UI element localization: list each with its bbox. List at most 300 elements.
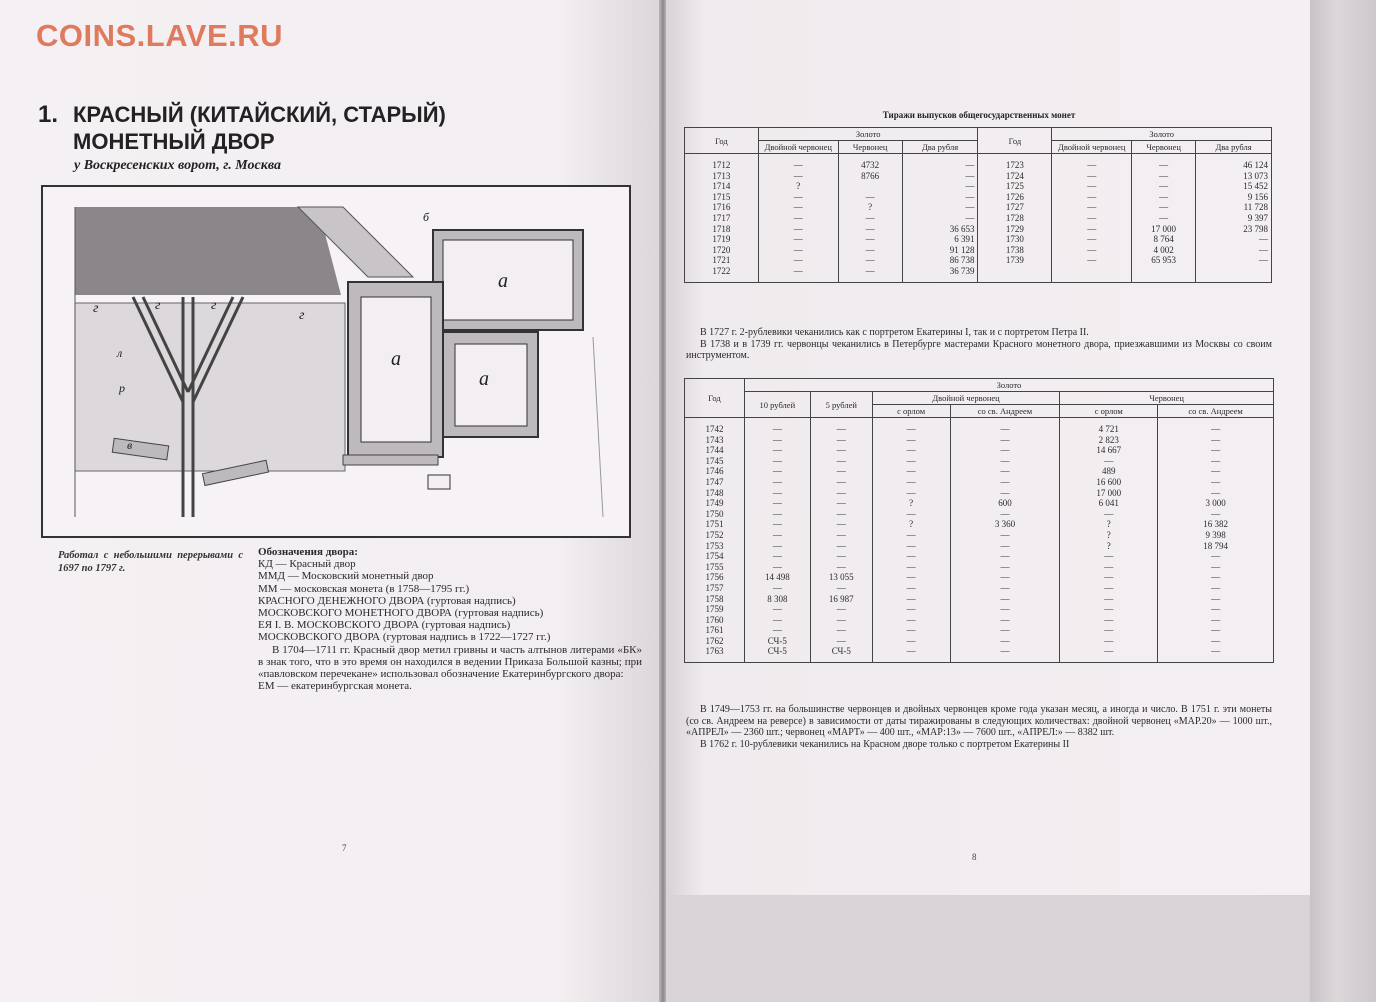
- value-cell: —: [872, 456, 950, 467]
- value-cell: —: [744, 583, 810, 594]
- table-row: [685, 583, 1274, 594]
- year-cell: 1714: [685, 181, 759, 192]
- value-cell: —: [872, 604, 950, 615]
- value-cell: —: [1158, 445, 1274, 456]
- value-cell: —: [872, 477, 950, 488]
- value-cell: —: [950, 509, 1060, 520]
- value-cell: —: [810, 445, 872, 456]
- value-cell: —: [744, 418, 810, 435]
- title-line-2: МОНЕТНЫЙ ДВОР: [73, 129, 275, 154]
- year-cell: 1729: [978, 224, 1052, 235]
- legend-line: ЕЯ І. В. МОСКОВСКОГО ДВОРА (гуртовая надпись): [258, 619, 511, 632]
- section-title: [73, 101, 446, 155]
- year-cell: 1747: [685, 477, 745, 488]
- value-cell: —: [950, 583, 1060, 594]
- value-cell: ?: [1060, 541, 1158, 552]
- value-cell: —: [872, 488, 950, 499]
- value-cell: —: [838, 266, 902, 282]
- value-cell: ?: [838, 202, 902, 213]
- legend-line: МОСКОВСКОГО МОНЕТНОГО ДВОРА (гуртовая надпись): [258, 607, 544, 620]
- year-cell: 1725: [978, 181, 1052, 192]
- value-cell: —: [1060, 594, 1158, 605]
- value-cell: —: [744, 519, 810, 530]
- year-cell: 1743: [685, 435, 745, 446]
- legend-line: КРАСНОГО ДЕНЕЖНОГО ДВОРА (гуртовая надпись): [258, 594, 516, 607]
- value-cell: 13 055: [810, 572, 872, 583]
- value-cell: —: [1158, 562, 1274, 573]
- table-row: [685, 509, 1274, 520]
- value-cell: —: [744, 498, 810, 509]
- value-cell: —: [1158, 466, 1274, 477]
- table-row: [685, 154, 1272, 171]
- table-row: [685, 572, 1274, 583]
- table-row: [685, 435, 1274, 446]
- figure-caption: Работал с небольшими перерывами с 1697 по 1797 г.: [58, 550, 243, 574]
- plan-label-g2: г: [155, 298, 161, 313]
- value-cell: —: [1158, 551, 1274, 562]
- value-cell: 14 498: [744, 572, 810, 583]
- value-cell: —: [744, 551, 810, 562]
- value-cell: —: [810, 625, 872, 636]
- value-cell: ?: [758, 181, 838, 192]
- value-cell: 3 000: [1158, 498, 1274, 509]
- value-cell: —: [838, 255, 902, 266]
- col-double-chervonets: Двойной червонец: [1052, 141, 1132, 154]
- col-year: Год: [685, 379, 745, 418]
- mint-plan-drawing: [43, 187, 629, 536]
- value-cell: —: [950, 477, 1060, 488]
- value-cell: —: [1060, 636, 1158, 647]
- col-gold: Золото: [1052, 128, 1272, 141]
- col-with-st-andrew: со св. Андреем: [950, 405, 1060, 418]
- col-double-chervonets: Двойной червонец: [758, 141, 838, 154]
- value-cell: —: [950, 625, 1060, 636]
- section-number: 1.: [38, 101, 59, 128]
- value-cell: 4 721: [1060, 418, 1158, 435]
- value-cell: —: [810, 583, 872, 594]
- value-cell: —: [950, 636, 1060, 647]
- value-cell: 23 798: [1196, 224, 1272, 235]
- value-cell: —: [810, 477, 872, 488]
- plan-label-a3: а: [479, 368, 489, 390]
- value-cell: —: [1158, 488, 1274, 499]
- value-cell: —: [838, 213, 902, 224]
- value-cell: —: [902, 154, 978, 171]
- value-cell: —: [744, 615, 810, 626]
- value-cell: —: [872, 625, 950, 636]
- value-cell: —: [902, 202, 978, 213]
- value-cell: —: [950, 466, 1060, 477]
- value-cell: [1052, 266, 1132, 282]
- value-cell: 36 653: [902, 224, 978, 235]
- year-cell: 1752: [685, 530, 745, 541]
- value-cell: —: [872, 636, 950, 647]
- col-chervonets: Червонец: [838, 141, 902, 154]
- year-cell: 1751: [685, 519, 745, 530]
- value-cell: —: [950, 530, 1060, 541]
- table2-body: [685, 418, 1274, 663]
- year-cell: 1749: [685, 498, 745, 509]
- value-cell: —: [1132, 181, 1196, 192]
- plan-label-a1: а: [498, 270, 508, 292]
- scan-edge: [1310, 0, 1376, 1002]
- table-row: [685, 604, 1274, 615]
- year-cell: 1726: [978, 192, 1052, 203]
- value-cell: —: [744, 488, 810, 499]
- value-cell: —: [950, 562, 1060, 573]
- value-cell: —: [744, 604, 810, 615]
- value-cell: —: [810, 466, 872, 477]
- value-cell: 4732: [838, 154, 902, 171]
- value-cell: 9 156: [1196, 192, 1272, 203]
- plan-label-v: в: [127, 438, 133, 452]
- year-cell: 1742: [685, 418, 745, 435]
- value-cell: —: [1158, 418, 1274, 435]
- value-cell: 16 987: [810, 594, 872, 605]
- value-cell: —: [872, 541, 950, 552]
- value-cell: —: [758, 266, 838, 282]
- value-cell: —: [838, 245, 902, 256]
- value-cell: —: [872, 594, 950, 605]
- value-cell: —: [810, 615, 872, 626]
- table1-caption: Тиражи выпусков общегосударственных монет: [882, 110, 1076, 120]
- value-cell: —: [744, 445, 810, 456]
- year-cell: 1730: [978, 234, 1052, 245]
- value-cell: [838, 181, 902, 192]
- value-cell: —: [1158, 625, 1274, 636]
- value-cell: —: [872, 551, 950, 562]
- value-cell: 6 391: [902, 234, 978, 245]
- value-cell: —: [758, 213, 838, 224]
- value-cell: 9 398: [1158, 530, 1274, 541]
- value-cell: —: [950, 435, 1060, 446]
- value-cell: —: [950, 488, 1060, 499]
- note-paragraph: В 1762 г. 10-рублевики чеканились на Красном дворе только с портретом Екатерины II: [700, 738, 1070, 750]
- year-cell: 1750: [685, 509, 745, 520]
- value-cell: —: [810, 519, 872, 530]
- col-chervonets: Червонец: [1060, 392, 1274, 405]
- plan-label-a2: а: [391, 348, 401, 370]
- value-cell: —: [902, 192, 978, 203]
- year-cell: 1762: [685, 636, 745, 647]
- year-cell: 1756: [685, 572, 745, 583]
- value-cell: —: [1060, 456, 1158, 467]
- value-cell: 16 600: [1060, 477, 1158, 488]
- value-cell: 14 667: [1060, 445, 1158, 456]
- table-row: [685, 213, 1272, 224]
- legend-line: ММД — Московский монетный двор: [258, 570, 434, 583]
- table-row: [685, 519, 1274, 530]
- value-cell: —: [810, 456, 872, 467]
- value-cell: —: [872, 435, 950, 446]
- legend-line: МОСКОВСКОГО ДВОРА (гуртовая надпись в 1722—1727 гг.): [258, 631, 551, 644]
- value-cell: 36 739: [902, 266, 978, 282]
- mint-plan-figure: [41, 185, 631, 538]
- year-cell: 1753: [685, 541, 745, 552]
- value-cell: —: [950, 572, 1060, 583]
- value-cell: —: [744, 562, 810, 573]
- value-cell: —: [810, 509, 872, 520]
- note-line: В 1727 г. 2-рублевики чеканились как с портретом Екатерины I, так и с портретом Петра II.: [700, 327, 1089, 338]
- value-cell: —: [810, 604, 872, 615]
- value-cell: 600: [950, 498, 1060, 509]
- table-row: [685, 594, 1274, 605]
- legend-paragraph: В 1704—1711 гг. Красный двор метил гривны и часть алтынов литерами «БК» в знак того, что в это время он находился в ведении Приказа Большой казны; при «павловском перечекане» использовал обозначение Екатеринбургского двора:: [258, 643, 642, 681]
- value-cell: —: [1052, 192, 1132, 203]
- value-cell: —: [1060, 646, 1158, 662]
- value-cell: —: [950, 445, 1060, 456]
- plan-label-g3: г: [211, 298, 217, 313]
- value-cell: 65 953: [1132, 255, 1196, 266]
- table-row: [685, 646, 1274, 662]
- value-cell: —: [810, 418, 872, 435]
- col-year: Год: [685, 128, 759, 154]
- value-cell: —: [1158, 583, 1274, 594]
- value-cell: —: [810, 498, 872, 509]
- value-cell: —: [1196, 234, 1272, 245]
- value-cell: —: [1158, 572, 1274, 583]
- value-cell: —: [1052, 171, 1132, 182]
- value-cell: —: [744, 477, 810, 488]
- value-cell: —: [758, 202, 838, 213]
- year-cell: 1761: [685, 625, 745, 636]
- mint-marks-legend: [258, 546, 642, 692]
- value-cell: —: [1158, 615, 1274, 626]
- value-cell: —: [758, 171, 838, 182]
- value-cell: —: [838, 224, 902, 235]
- value-cell: —: [1158, 604, 1274, 615]
- value-cell: —: [810, 435, 872, 446]
- value-cell: —: [1052, 245, 1132, 256]
- value-cell: —: [872, 445, 950, 456]
- value-cell: —: [950, 646, 1060, 662]
- value-cell: —: [1132, 202, 1196, 213]
- table-row: [685, 418, 1274, 435]
- year-cell: 1746: [685, 466, 745, 477]
- table-row: [685, 171, 1272, 182]
- col-two-rubles: Два рубля: [1196, 141, 1272, 154]
- value-cell: —: [1196, 245, 1272, 256]
- col-with-eagle: с орлом: [1060, 405, 1158, 418]
- value-cell: —: [1060, 583, 1158, 594]
- value-cell: —: [1158, 477, 1274, 488]
- value-cell: —: [902, 171, 978, 182]
- table-row: [685, 255, 1272, 266]
- col-with-eagle: с орлом: [872, 405, 950, 418]
- value-cell: —: [1158, 594, 1274, 605]
- value-cell: —: [1052, 224, 1132, 235]
- value-cell: —: [1052, 154, 1132, 171]
- col-gold: Золото: [744, 379, 1273, 392]
- section-subtitle: у Воскресенских ворот, г. Москва: [74, 158, 282, 173]
- year-cell: 1727: [978, 202, 1052, 213]
- table-row: [685, 224, 1272, 235]
- value-cell: —: [758, 224, 838, 235]
- value-cell: —: [1060, 615, 1158, 626]
- plan-label-g1: г: [93, 301, 99, 316]
- value-cell: —: [838, 192, 902, 203]
- year-cell: [978, 266, 1052, 282]
- value-cell: —: [1158, 646, 1274, 662]
- value-cell: 2 823: [1060, 435, 1158, 446]
- value-cell: —: [758, 245, 838, 256]
- page-number-right: 8: [972, 852, 977, 862]
- table-row: [685, 181, 1272, 192]
- value-cell: —: [838, 234, 902, 245]
- year-cell: 1721: [685, 255, 759, 266]
- year-cell: 1723: [978, 154, 1052, 171]
- value-cell: —: [1052, 255, 1132, 266]
- value-cell: 11 728: [1196, 202, 1272, 213]
- title-line-1: КРАСНЫЙ (КИТАЙСКИЙ, СТАРЫЙ): [73, 102, 446, 127]
- value-cell: —: [1132, 171, 1196, 182]
- value-cell: —: [1196, 255, 1272, 266]
- value-cell: —: [950, 604, 1060, 615]
- value-cell: —: [810, 541, 872, 552]
- value-cell: —: [1052, 202, 1132, 213]
- table1-body: [685, 154, 1272, 283]
- col-double-chervonets: Двойной червонец: [872, 392, 1060, 405]
- value-cell: —: [872, 583, 950, 594]
- value-cell: —: [950, 541, 1060, 552]
- col-with-st-andrew: со св. Андреем: [1158, 405, 1274, 418]
- value-cell: —: [744, 466, 810, 477]
- value-cell: —: [950, 615, 1060, 626]
- value-cell: 17 000: [1060, 488, 1158, 499]
- year-cell: 1719: [685, 234, 759, 245]
- table-row: [685, 562, 1274, 573]
- table2-notes: [686, 704, 1272, 750]
- col-chervonets: Червонец: [1132, 141, 1196, 154]
- value-cell: ?: [872, 498, 950, 509]
- value-cell: —: [872, 530, 950, 541]
- value-cell: ?: [1060, 530, 1158, 541]
- watermark: COINS.LAVE.RU: [36, 18, 284, 53]
- value-cell: [1196, 266, 1272, 282]
- year-cell: 1758: [685, 594, 745, 605]
- value-cell: —: [872, 572, 950, 583]
- value-cell: —: [872, 562, 950, 573]
- value-cell: —: [744, 509, 810, 520]
- year-cell: 1717: [685, 213, 759, 224]
- year-cell: 1718: [685, 224, 759, 235]
- value-cell: 16 382: [1158, 519, 1274, 530]
- year-cell: 1755: [685, 562, 745, 573]
- table-row: [685, 541, 1274, 552]
- year-cell: 1728: [978, 213, 1052, 224]
- value-cell: —: [744, 435, 810, 446]
- value-cell: 86 738: [902, 255, 978, 266]
- value-cell: —: [758, 234, 838, 245]
- value-cell: ?: [872, 519, 950, 530]
- year-cell: 1760: [685, 615, 745, 626]
- col-10-rubles: 10 рублей: [744, 392, 810, 418]
- year-cell: 1715: [685, 192, 759, 203]
- plan-label-b: б: [423, 210, 430, 224]
- value-cell: 6 041: [1060, 498, 1158, 509]
- value-cell: —: [1052, 213, 1132, 224]
- value-cell: —: [902, 181, 978, 192]
- value-cell: 13 073: [1196, 171, 1272, 182]
- value-cell: —: [810, 562, 872, 573]
- table-row: [685, 488, 1274, 499]
- value-cell: —: [872, 509, 950, 520]
- year-cell: 1724: [978, 171, 1052, 182]
- table1-notes: [686, 327, 1272, 362]
- table-row: [685, 456, 1274, 467]
- legend-heading: Обозначения двора:: [258, 546, 358, 558]
- value-cell: 8766: [838, 171, 902, 182]
- year-cell: 1745: [685, 456, 745, 467]
- value-cell: —: [758, 154, 838, 171]
- year-cell: 1720: [685, 245, 759, 256]
- note-paragraph: В 1749—1753 гг. на большинстве червонцев и двойных червонцев кроме года указан месяц, а иногда и число. В 1751 г. эти монеты (со св. Андреем на реверсе) в зависимости от даты тиражированы в следующих количествах: двойной червонец «МАР.20» — 1000 шт., «АПРЕЛ» — 2360 шт.; червонец «МАРТ» — 400 шт., «МАР:13» — 7600 шт., «АПРЕЛ:» — 8382 шт.: [686, 704, 1272, 738]
- value-cell: —: [950, 594, 1060, 605]
- year-cell: 1744: [685, 445, 745, 456]
- value-cell: —: [1132, 213, 1196, 224]
- value-cell: 15 452: [1196, 181, 1272, 192]
- table-row: [685, 466, 1274, 477]
- value-cell: ?: [1060, 519, 1158, 530]
- value-cell: —: [872, 466, 950, 477]
- table-row: [685, 498, 1274, 509]
- col-two-rubles: Два рубля: [902, 141, 978, 154]
- value-cell: 18 794: [1158, 541, 1274, 552]
- value-cell: —: [810, 488, 872, 499]
- table-row: [685, 202, 1272, 213]
- legend-line: ЕМ — екатеринбургская монета.: [258, 680, 412, 693]
- value-cell: —: [1158, 636, 1274, 647]
- year-cell: 1754: [685, 551, 745, 562]
- value-cell: 46 124: [1196, 154, 1272, 171]
- value-cell: —: [1052, 181, 1132, 192]
- value-cell: —: [1132, 192, 1196, 203]
- value-cell: 4 002: [1132, 245, 1196, 256]
- table-row: [685, 445, 1274, 456]
- year-cell: 1759: [685, 604, 745, 615]
- value-cell: СЧ-5: [744, 636, 810, 647]
- table-row: [685, 636, 1274, 647]
- table-row: [685, 615, 1274, 626]
- value-cell: 9 397: [1196, 213, 1272, 224]
- table-row: [685, 477, 1274, 488]
- value-cell: —: [810, 530, 872, 541]
- value-cell: —: [1060, 562, 1158, 573]
- table-row: [685, 245, 1272, 256]
- value-cell: —: [810, 551, 872, 562]
- value-cell: 17 000: [1132, 224, 1196, 235]
- value-cell: —: [872, 418, 950, 435]
- year-cell: 1738: [978, 245, 1052, 256]
- value-cell: —: [810, 636, 872, 647]
- value-cell: —: [744, 456, 810, 467]
- value-cell: —: [950, 551, 1060, 562]
- scan-background: [666, 895, 1310, 1002]
- value-cell: —: [1158, 456, 1274, 467]
- value-cell: СЧ-5: [744, 646, 810, 662]
- value-cell: —: [872, 646, 950, 662]
- value-cell: —: [758, 192, 838, 203]
- value-cell: 8 764: [1132, 234, 1196, 245]
- table-row: [685, 530, 1274, 541]
- value-cell: 91 128: [902, 245, 978, 256]
- value-cell: 489: [1060, 466, 1158, 477]
- value-cell: —: [744, 530, 810, 541]
- value-cell: —: [1060, 604, 1158, 615]
- value-cell: —: [1060, 625, 1158, 636]
- year-cell: 1713: [685, 171, 759, 182]
- col-year: Год: [978, 128, 1052, 154]
